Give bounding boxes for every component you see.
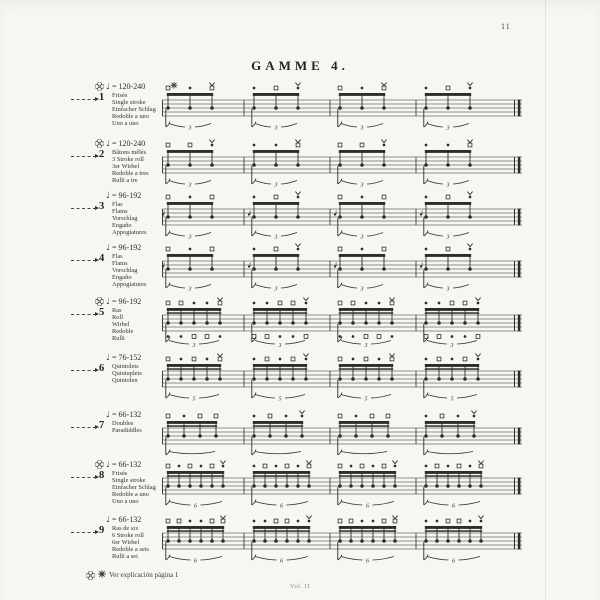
rudiment-name: Wirbel (112, 321, 130, 328)
svg-text:3: 3 (446, 234, 450, 241)
rudiment-name: Rulli a sei (112, 553, 138, 560)
svg-text:3: 3 (446, 286, 450, 293)
quarter-note-icon: ♩ (106, 242, 111, 253)
rudiment-name: Vorschlag (112, 215, 138, 222)
tempo-value: = 120-240 (112, 139, 146, 148)
svg-text:3: 3 (364, 343, 368, 349)
tempo-marking (86, 410, 158, 419)
quarter-note-icon: ♩ (106, 409, 111, 420)
page-number: 11 (501, 22, 511, 31)
rudiment-name: Quintuplets (112, 370, 142, 377)
volume-label: Vol. II (290, 583, 310, 590)
tempo-marking (86, 297, 158, 306)
svg-text:5: 5 (364, 396, 368, 403)
staff-notation (158, 460, 526, 514)
exercise-7 (86, 410, 526, 464)
svg-text:3: 3 (274, 286, 278, 293)
footnote-text: Ver explicación página 1 (109, 571, 179, 579)
svg-text:3: 3 (360, 182, 364, 189)
dashed-arrow-icon (71, 99, 96, 100)
svg-text:6: 6 (194, 503, 197, 510)
staff-notation (158, 139, 526, 193)
tempo-value: = 66-132 (112, 410, 142, 419)
exercise-number: 7 (99, 420, 105, 431)
rudiment-name: 6er Wirbel (112, 539, 140, 546)
quarter-note-icon: ♩ (106, 352, 111, 363)
page-title: GAMME 4. (251, 58, 349, 73)
svg-text:3: 3 (188, 286, 192, 293)
rudiment-name: Quintolets (112, 363, 139, 370)
dashed-arrow-icon (71, 427, 96, 428)
rudiment-name: Appogiatures (112, 229, 147, 236)
rudiment-name: Appogiatures (112, 281, 147, 288)
exercise-label (86, 353, 158, 384)
svg-text:3: 3 (446, 182, 450, 189)
svg-text:3: 3 (278, 343, 282, 349)
tempo-value: = 120-240 (112, 82, 146, 91)
svg-text:3: 3 (188, 234, 192, 241)
tempo-value: = 66-132 (112, 515, 142, 524)
asterisk-icon (98, 570, 106, 580)
tempo-value: = 96-192 (112, 191, 142, 200)
exercise-number: 9 (99, 525, 105, 536)
svg-text:3: 3 (192, 343, 196, 349)
svg-text:3: 3 (274, 234, 278, 241)
exercise-number: 8 (99, 470, 105, 481)
svg-text:3: 3 (188, 125, 192, 132)
staff-notation (158, 410, 526, 464)
rudiment-name: Flas (112, 201, 123, 208)
staff-notation (158, 297, 526, 351)
rudiment-name: Flams (112, 260, 128, 267)
rudiment-name: Frisés (112, 92, 128, 99)
footnote (86, 570, 178, 580)
rudiment-name: Rulli (112, 335, 125, 342)
rudiment-name: Doubles (112, 420, 134, 427)
exercise-8 (86, 460, 526, 514)
svg-text:3: 3 (450, 343, 454, 349)
rudiment-name: 3 Stroke roll (112, 156, 144, 163)
exercise-number: 2 (99, 149, 105, 160)
rudiment-name: Vorschlag (112, 267, 138, 274)
exercise-6 (86, 353, 526, 407)
rudiment-name: Flas (112, 253, 123, 260)
dashed-arrow-icon (71, 370, 96, 371)
staff-notation (158, 191, 526, 245)
rudiment-name: Single stroke (112, 99, 146, 106)
svg-text:3: 3 (360, 125, 364, 132)
svg-text:6: 6 (452, 558, 455, 565)
rudiment-names (86, 362, 158, 384)
tempo-marking (86, 243, 158, 252)
svg-text:3: 3 (360, 234, 364, 241)
plus-icon (95, 297, 104, 306)
tempo-marking (86, 460, 158, 469)
rudiment-name: Redoble (112, 328, 134, 335)
tempo-marking (86, 515, 158, 524)
exercise-label (86, 297, 158, 342)
quarter-note-icon: ♩ (106, 459, 111, 470)
svg-text:6: 6 (194, 558, 197, 565)
rudiment-name: Uno a uno (112, 498, 139, 505)
svg-text:3: 3 (274, 125, 278, 132)
quarter-note-icon: ♩ (106, 190, 111, 201)
svg-text:5: 5 (450, 396, 454, 403)
svg-text:6: 6 (366, 503, 369, 510)
plus-icon (95, 139, 104, 148)
rudiment-name: Redoble a uno (112, 491, 149, 498)
dashed-arrow-icon (71, 208, 96, 209)
svg-text:6: 6 (280, 503, 283, 510)
rudiment-name: Engaño (112, 274, 132, 281)
rudiment-name: Quintolen (112, 377, 138, 384)
staff-notation (158, 353, 526, 407)
tempo-marking (86, 353, 158, 362)
staff-notation (158, 515, 526, 569)
rudiment-name: Engaño (112, 222, 132, 229)
tempo-value: = 96-192 (112, 243, 142, 252)
rudiment-name: Redoble a tres (112, 170, 149, 177)
rudiment-name: Ras (112, 307, 122, 314)
rudiment-name: Uno a uno (112, 120, 139, 127)
rudiment-name: Flams (112, 208, 128, 215)
exercise-number: 3 (99, 201, 105, 212)
tempo-value: = 66-132 (112, 460, 142, 469)
quarter-note-icon: ♩ (106, 296, 111, 307)
rudiment-name: Paradiddles (112, 427, 142, 434)
rudiment-name: Einfacher Schlag (112, 106, 156, 113)
scan-edge-line (545, 0, 546, 600)
plus-icon (95, 460, 104, 469)
exercise-1 (86, 82, 526, 136)
exercise-3 (86, 191, 526, 245)
rudiment-name: Roll (112, 314, 124, 321)
rudiment-name: Frisés (112, 470, 128, 477)
exercise-label (86, 515, 158, 560)
quarter-note-icon: ♩ (106, 514, 111, 525)
exercise-number: 1 (99, 92, 105, 103)
dashed-arrow-icon (71, 260, 96, 261)
svg-text:3: 3 (274, 182, 278, 189)
dashed-arrow-icon (71, 477, 96, 478)
tempo-marking (86, 82, 158, 91)
rudiment-name: 3er Wirbel (112, 163, 140, 170)
exercise-label (86, 139, 158, 184)
dashed-arrow-icon (71, 532, 96, 533)
rudiment-name: Rulli a tre (112, 177, 138, 184)
dashed-arrow-icon (71, 314, 96, 315)
exercise-number: 4 (99, 253, 105, 264)
exercise-label (86, 243, 158, 288)
exercise-number: 5 (99, 307, 105, 318)
exercise-label (86, 191, 158, 236)
tempo-marking (86, 191, 158, 200)
rudiment-name: Redoble a seis (112, 546, 149, 553)
tempo-value: = 76-152 (112, 353, 142, 362)
quarter-note-icon: ♩ (106, 138, 111, 149)
tempo-value: = 96-192 (112, 297, 142, 306)
plus-icon (95, 82, 104, 91)
rudiment-name: Redoble a uno (112, 113, 149, 120)
exercise-9 (86, 515, 526, 569)
svg-text:3: 3 (446, 125, 450, 132)
rudiment-name: 6 Stroke roll (112, 532, 144, 539)
exercise-label (86, 410, 158, 434)
svg-text:3: 3 (188, 182, 192, 189)
exercise-4 (86, 243, 526, 297)
staff-notation (158, 82, 526, 136)
staff-notation (158, 243, 526, 297)
quarter-note-icon: ♩ (106, 81, 111, 92)
exercise-label (86, 460, 158, 505)
rudiment-name: Bâtons mêlés (112, 149, 147, 156)
exercise-2 (86, 139, 526, 193)
rudiment-name: Ras de six (112, 525, 139, 532)
exercise-number: 6 (99, 363, 105, 374)
rudiment-name: Einfacher Schlag (112, 484, 156, 491)
svg-text:6: 6 (452, 503, 455, 510)
svg-text:3: 3 (360, 286, 364, 293)
dashed-arrow-icon (71, 156, 96, 157)
svg-text:6: 6 (366, 558, 369, 565)
plus-icon (86, 571, 95, 580)
tempo-marking (86, 139, 158, 148)
svg-text:6: 6 (280, 558, 283, 565)
exercise-5 (86, 297, 526, 351)
exercise-label (86, 82, 158, 127)
svg-text:5: 5 (192, 396, 196, 403)
svg-text:5: 5 (278, 396, 282, 403)
rudiment-name: Single stroke (112, 477, 146, 484)
